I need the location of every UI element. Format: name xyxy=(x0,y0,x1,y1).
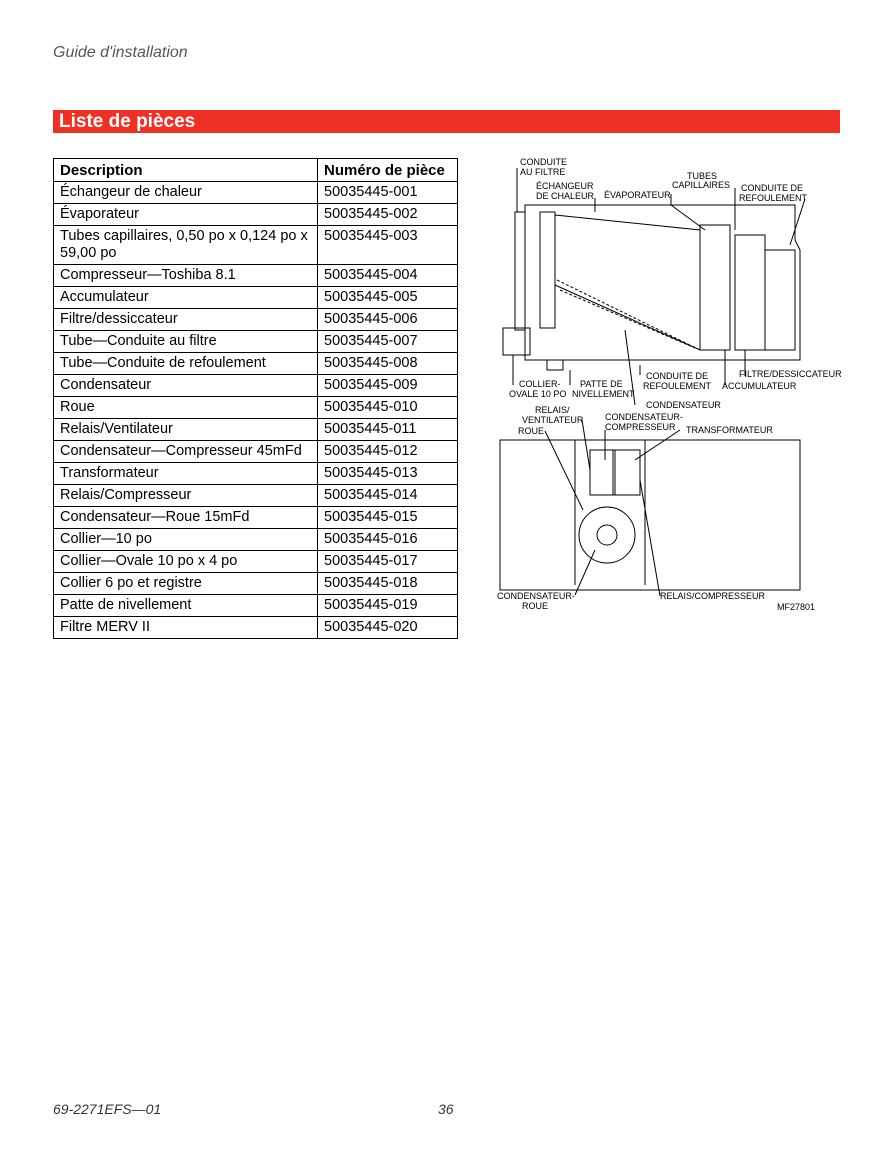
label-cond-roue-1: CONDENSATEUR- xyxy=(497,591,575,601)
label-conduite-ref-bot-2: REFOULEMENT xyxy=(643,381,712,391)
part-number: 50035445-017 xyxy=(318,551,458,573)
label-echangeur-1: ÉCHANGEUR xyxy=(536,181,594,191)
table-row xyxy=(54,375,458,397)
label-roue: ROUE xyxy=(518,426,545,436)
label-conduite-filtre-1: CONDUITE xyxy=(520,157,567,167)
evaporator-coil xyxy=(700,225,730,350)
part-number: 50035445-007 xyxy=(318,331,458,353)
section-title: Liste de pièces xyxy=(59,111,196,132)
part-number: 50035445-012 xyxy=(318,441,458,463)
table-row xyxy=(54,463,458,485)
parts-table-body xyxy=(54,182,458,639)
label-conduite-ref-top-2: REFOULEMENT xyxy=(739,193,808,203)
table-row xyxy=(54,182,458,204)
part-number: 50035445-011 xyxy=(318,419,458,441)
unit-diagram-svg xyxy=(495,150,845,620)
label-echangeur-2: DE CHALEUR xyxy=(536,191,595,201)
table-row xyxy=(54,309,458,331)
part-number: 50035445-015 xyxy=(318,507,458,529)
part-description: Patte de nivellement xyxy=(54,595,318,617)
part-number: 50035445-013 xyxy=(318,463,458,485)
part-number: 50035445-010 xyxy=(318,397,458,419)
cabinet-outline xyxy=(525,205,800,360)
label-conduite-ref-top-1: CONDUITE DE xyxy=(741,183,804,193)
part-description: Filtre MERV II xyxy=(54,617,318,639)
part-description: Relais/Compresseur xyxy=(54,485,318,507)
compressor-capacitor-box xyxy=(613,450,640,495)
part-description: Filtre/dessiccateur xyxy=(54,309,318,331)
part-description: Accumulateur xyxy=(54,287,318,309)
table-row xyxy=(54,617,458,639)
part-description: Roue xyxy=(54,397,318,419)
fan-relay-box xyxy=(590,450,615,495)
part-number: 50035445-003 xyxy=(318,226,458,265)
heat-exchanger-core xyxy=(555,215,700,350)
part-description: Condensateur—Roue 15mFd xyxy=(54,507,318,529)
label-filtre-dess: FILTRE/DESSICCATEUR xyxy=(739,369,842,379)
table-row xyxy=(54,485,458,507)
table-row xyxy=(54,529,458,551)
table-row xyxy=(54,551,458,573)
part-number: 50035445-019 xyxy=(318,595,458,617)
table-row xyxy=(54,331,458,353)
label-accumulateur: ACCUMULATEUR xyxy=(722,381,797,391)
table-row xyxy=(54,507,458,529)
part-description: Échangeur de chaleur xyxy=(54,182,318,204)
label-conduite-filtre-2: AU FILTRE xyxy=(520,167,566,177)
part-description: Collier—10 po xyxy=(54,529,318,551)
part-description: Collier 6 po et registre xyxy=(54,573,318,595)
part-number: 50035445-004 xyxy=(318,265,458,287)
table-row xyxy=(54,287,458,309)
label-tubes-cap-2: CAPILLAIRES xyxy=(672,180,731,190)
part-number: 50035445-009 xyxy=(318,375,458,397)
part-number: 50035445-014 xyxy=(318,485,458,507)
label-tubes-cap-1: TUBES xyxy=(687,171,718,181)
part-number: 50035445-005 xyxy=(318,287,458,309)
table-row xyxy=(54,441,458,463)
part-number: 50035445-018 xyxy=(318,573,458,595)
label-collier-1: COLLIER- xyxy=(519,379,561,389)
table-row xyxy=(54,353,458,375)
parts-table xyxy=(53,158,458,639)
condensate-line xyxy=(557,280,700,350)
part-description: Tubes capillaires, 0,50 po x 0,124 po x 59,00 po xyxy=(54,226,318,265)
label-cond-comp-1: CONDENSATEUR- xyxy=(605,412,683,422)
part-description: Condensateur—Compresseur 45mFd xyxy=(54,441,318,463)
part-number: 50035445-020 xyxy=(318,617,458,639)
accumulator-zone xyxy=(765,250,795,350)
table-row xyxy=(54,265,458,287)
diagram-code: MF27801 xyxy=(777,602,816,612)
document-number: 69-2271EFS—01 xyxy=(53,1101,162,1117)
part-description: Évaporateur xyxy=(54,204,318,226)
part-description: Collier—Ovale 10 po x 4 po xyxy=(54,551,318,573)
column-header-description: Description xyxy=(54,159,318,182)
part-number: 50035445-001 xyxy=(318,182,458,204)
part-number: 50035445-008 xyxy=(318,353,458,375)
label-evaporateur: ÉVAPORATEUR xyxy=(604,190,671,200)
table-row xyxy=(54,419,458,441)
column-header-part-number: Numéro de pièce xyxy=(318,159,458,182)
part-description: Tube—Conduite au filtre xyxy=(54,331,318,353)
page-number: 36 xyxy=(438,1101,454,1117)
running-header: Guide d'installation xyxy=(53,44,188,61)
table-header-row xyxy=(54,159,458,182)
leveling-leg xyxy=(547,360,563,370)
label-conduite-ref-bot-1: CONDUITE DE xyxy=(646,371,709,381)
table-row xyxy=(54,397,458,419)
table-row xyxy=(54,204,458,226)
unit-diagram xyxy=(495,150,845,620)
label-relais-vent-2: VENTILATEUR xyxy=(522,415,584,425)
compressor-housing xyxy=(735,235,765,350)
part-description: Tube—Conduite de refoulement xyxy=(54,353,318,375)
label-cond-comp-2: COMPRESSEUR xyxy=(605,422,676,432)
front-collar xyxy=(515,212,525,330)
section-bar xyxy=(53,110,840,133)
table-row xyxy=(54,573,458,595)
label-patte-1: PATTE DE xyxy=(580,379,623,389)
label-condensateur: CONDENSATEUR xyxy=(646,400,721,410)
part-description: Condensateur xyxy=(54,375,318,397)
blower-wheel xyxy=(579,507,635,563)
front-panel-outline xyxy=(500,440,800,590)
label-patte-2: NIVELLEMENT xyxy=(572,389,635,399)
part-description: Transformateur xyxy=(54,463,318,485)
label-relais-comp: RELAIS/COMPRESSEUR xyxy=(660,591,766,601)
label-relais-vent-1: RELAIS/ xyxy=(535,405,570,415)
table-row xyxy=(54,226,458,265)
part-number: 50035445-006 xyxy=(318,309,458,331)
filter-frame xyxy=(540,212,555,328)
table-row xyxy=(54,595,458,617)
part-number: 50035445-016 xyxy=(318,529,458,551)
label-cond-roue-2: ROUE xyxy=(522,601,549,611)
part-description: Compresseur—Toshiba 8.1 xyxy=(54,265,318,287)
oval-collar xyxy=(503,328,530,355)
part-description: Relais/Ventilateur xyxy=(54,419,318,441)
label-transformateur: TRANSFORMATEUR xyxy=(686,425,773,435)
part-number: 50035445-002 xyxy=(318,204,458,226)
label-collier-2: OVALE 10 PO xyxy=(509,389,567,399)
